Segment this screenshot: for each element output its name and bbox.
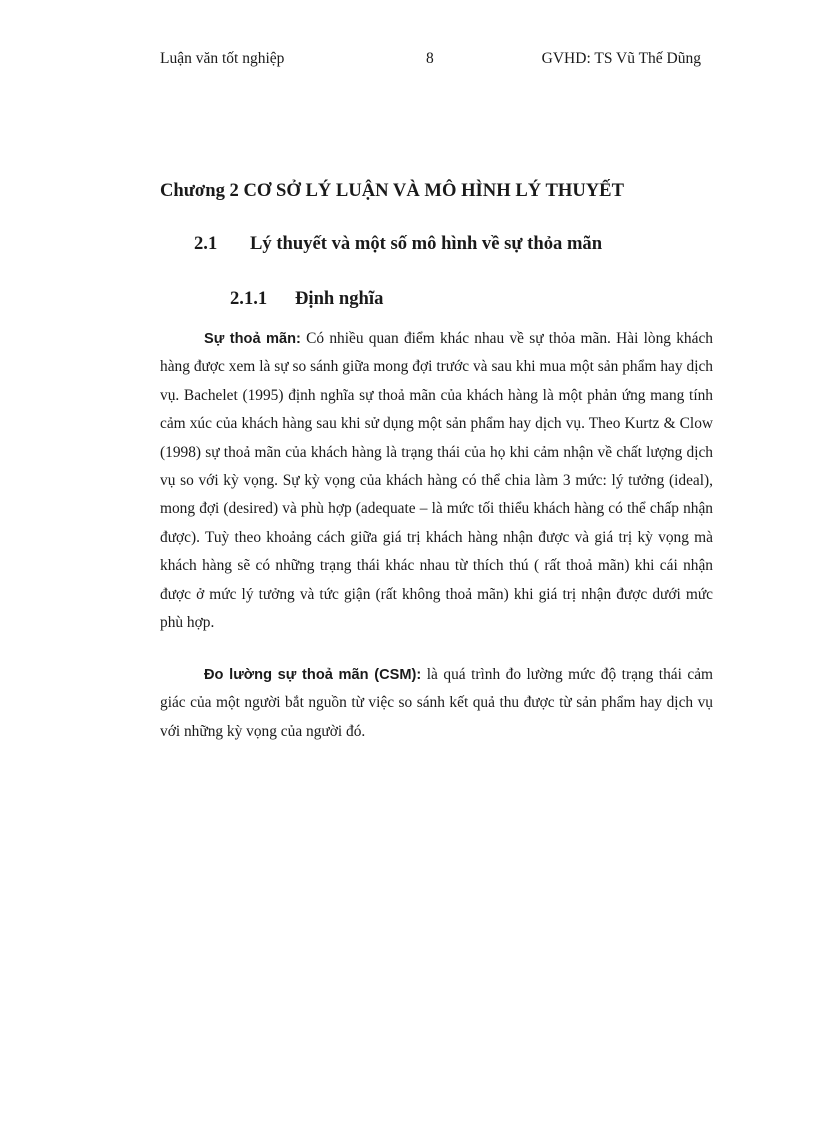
chapter-title: Chương 2 CƠ SỞ LÝ LUẬN VÀ MÔ HÌNH LÝ THUYẾT bbox=[160, 180, 624, 201]
paragraph-text: Có nhiều quan điểm khác nhau về sự thỏa mãn. Hài lòng khách hàng được xem là sự so sánh giữa mong đợi trước và sau khi mua một sản phẩm hay dịch vụ. Bachelet (1995) định nghĩa sự thoả mãn của khách hàng là một phản ứng mang tính cảm xúc của khách hàng sau khi sử dụng một sản phẩm hay dịch vụ. Theo Kurtz & Clow (1998) sự thoả mãn của khách hàng là trạng thái của họ khi cảm nhận về chất lượng dịch vụ so với kỳ vọng. Sự kỳ vọng của khách hàng có thể chia làm 3 mức: lý tưởng (ideal), mong đợi (desired) và phù hợp (adequate – là mức tối thiểu khách hàng có thể chấp nhận được). Tuỳ theo khoảng cách giữa giá trị khách hàng nhận được và giá trị kỳ vọng mà khách hàng sẽ có những trạng thái khác nhau từ thích thú ( rất thoả mãn) khi cái nhận được ở mức lý tưởng và tức giận (rất không thoả mãn) khi giá trị nhận được dưới mức phù hợp. bbox=[160, 330, 713, 632]
page-header bbox=[160, 48, 701, 70]
term-csm: Đo lường sự thoả mãn (CSM): bbox=[204, 667, 422, 683]
paragraph-satisfaction bbox=[160, 325, 713, 637]
section-heading bbox=[194, 231, 602, 257]
subsection-number: 2.1.1 bbox=[230, 288, 268, 309]
term-satisfaction: Sự thoả mãn: bbox=[204, 331, 301, 347]
subsection-title: Định nghĩa bbox=[295, 288, 384, 309]
header-thesis-label: Luận văn tốt nghiệp bbox=[160, 50, 285, 67]
section-number: 2.1 bbox=[194, 233, 218, 254]
paragraph-text: là quá trình đo lường mức độ trạng thái cảm giác của một người bắt nguồn từ việc so sánh kết quả thu được từ sản phẩm hay dịch vụ với những kỳ vọng của người đó. bbox=[160, 666, 713, 740]
header-advisor: GVHD: TS Vũ Thế Dũng bbox=[541, 50, 701, 67]
page-number: 8 bbox=[426, 50, 434, 67]
paragraph-csm bbox=[160, 661, 713, 746]
subsection-heading bbox=[230, 286, 383, 312]
section-title: Lý thuyết và một số mô hình về sự thỏa mãn bbox=[250, 233, 603, 254]
